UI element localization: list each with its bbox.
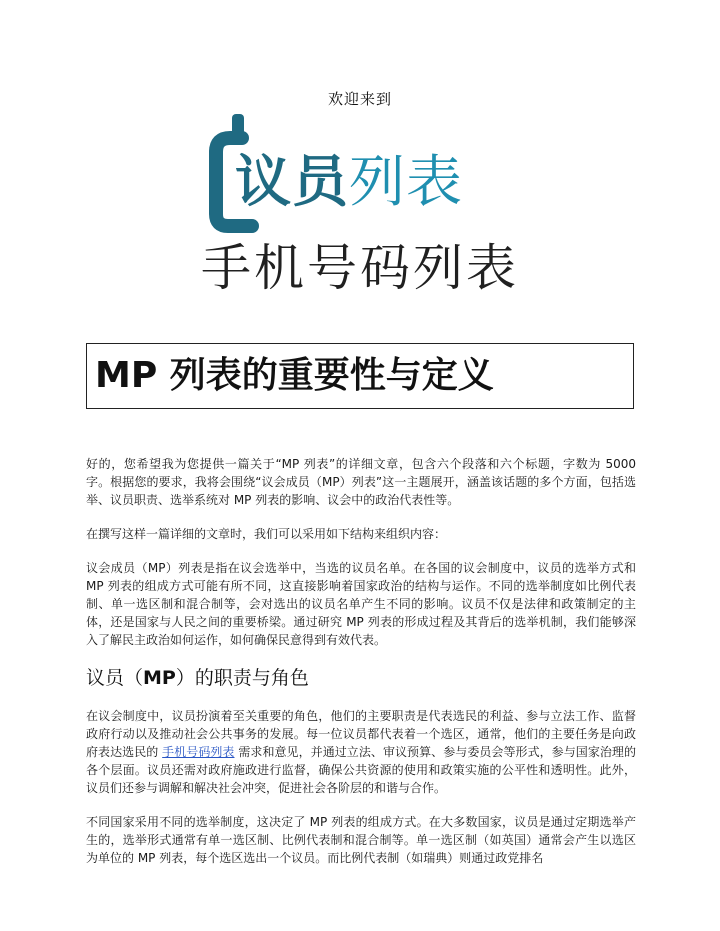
heading-post: ）的职责与角色 [175,667,309,689]
paragraph-structure: 在撰写这样一篇详细的文章时，我们可以采用如下结构来组织内容： [86,527,447,541]
paragraph-duties [86,707,636,797]
logo [208,112,518,234]
paragraph-definition: 议会成员（MP）列表是指在议会选举中，当选的议员名单。在各国的议会制度中，议员的选举方式和 MP 列表的组成方式可能有所不同，这直接影响着国家政治的结构与运作。不同的选举制度如比例代表制、单一选区制和混合制等，会对选出的议员名单产生不同的影响。议员不仅是法律和政策制定的主体，还是国家与人民之间的重要桥梁。通过研究 MP 列表的形成过程及其背后的选举机制，我们能够深入了解民主政治如何运作，如何确保民意得到有效代表。 [86,561,636,647]
logo-text-light: 列表 [349,150,463,215]
title-box [86,343,634,409]
phone-list-link[interactable]: 手机号码列表 [162,745,235,759]
page-title: MP 列表的重要性与定义 [95,355,494,396]
welcome-text: 欢迎来到 [327,90,392,108]
paragraph-intro: 好的，您希望我为您提供一篇关于“MP 列表”的详细文章，包含六个段落和六个标题，字数为 5000 字。根据您的要求，我将会围绕“议会成员（MP）列表”这一主题展开，涵盖该话题的多个方面，包括选举、议员职责、选举系统对 MP 列表的影响、议会中的政治代表性等。 [86,457,636,507]
article-body [86,455,636,883]
duties-text-after: 需求和意见，并通过立法、审议预算、参与委员会等形式，参与国家治理的各个层面。议员还需对政府施政进行监督，确保公共资源的使用和政策实施的公平性和透明性。此外，议员们还参与调解和解决社会冲突，促进社会各阶层的和谐与合作。 [86,745,636,795]
paragraph-election-systems: 不同国家采用不同的选举制度，这决定了 MP 列表的组成方式。在大多数国家，议员是通过定期选举产生的，选举形式通常有单一选区制、比例代表制和混合制等。单一选区制（如英国）通常会产生以选区为单位的 MP 列表，每个选区选出一个议员。而比例代表制（如瑞典）则通过政党排名 [86,815,636,865]
logo-text-dark: 议员 [235,150,349,215]
section-heading [86,665,636,691]
logo-wordmark [235,148,463,218]
subtitle: 手机号码列表 [201,239,519,297]
heading-mp: MP [143,667,176,689]
heading-pre: 议员（ [86,667,144,689]
duties-text-before: 在议会制度中，议员扮演着至关重要的角色，他们的主要职责是代表选民的利益、参与立法工作、监督政府行动以及推动社会公共事务的发展。每一位议员都代表着一个选区，通常，他们的主要任务是向政府表达选民的 [86,709,636,759]
